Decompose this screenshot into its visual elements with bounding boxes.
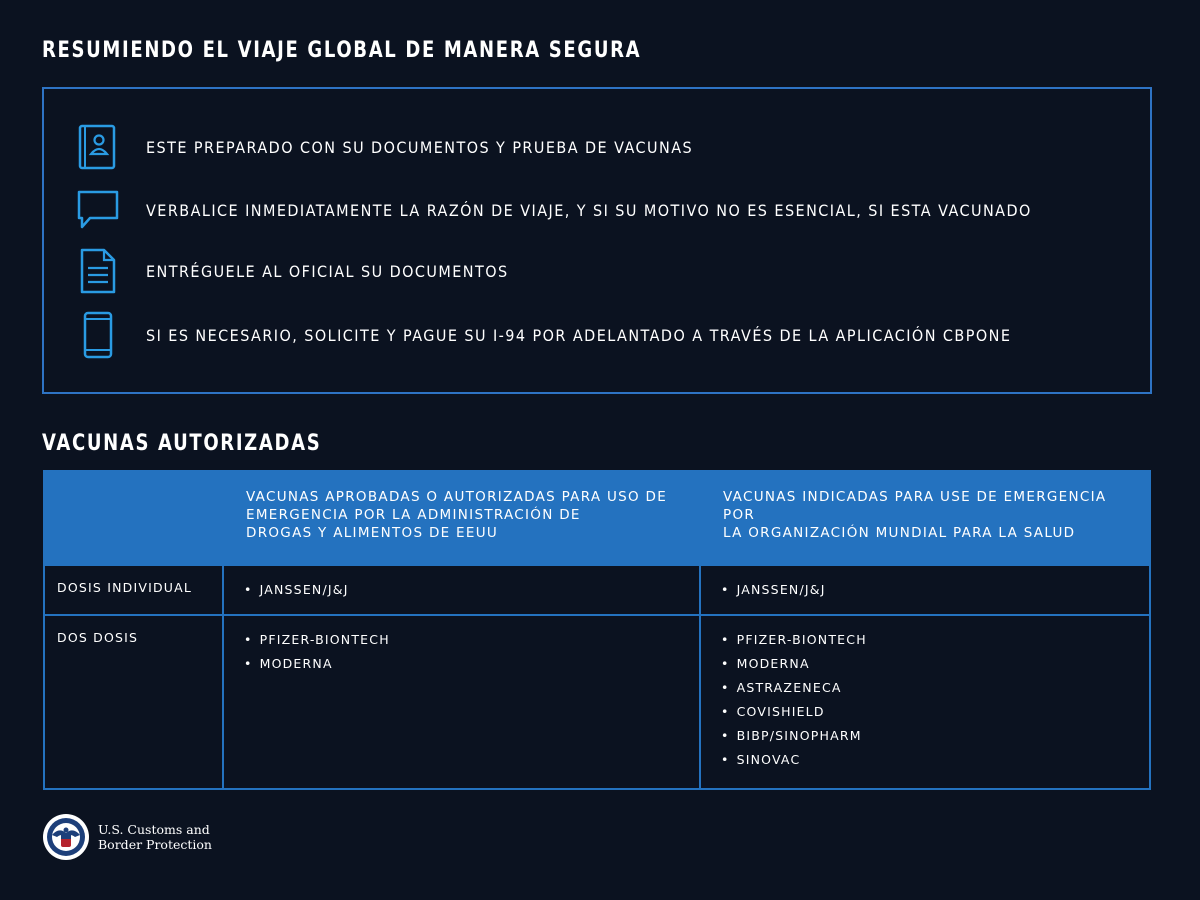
fda-cell: [223, 615, 700, 789]
step-text: ESTE PREPARADO CON SU DOCUMENTOS Y PRUEBA DE VACUNAS: [146, 137, 694, 157]
step-text: VERBALICE INMEDIATAMENTE LA RAZÓN DE VIAJE, Y SI SU MOTIVO NO ES ESENCIAL, SI ESTA VACUNADO: [146, 200, 1032, 220]
step-hand-documents: [74, 247, 549, 295]
step-documents: [74, 123, 754, 171]
table-header-empty: [44, 471, 223, 565]
list-item: • SINOVAC: [721, 748, 1129, 772]
list-item: • PFIZER-BIONTECH: [244, 628, 679, 652]
step-i94: [74, 311, 1108, 359]
logo-text: U.S. Customs and Border Protection: [98, 822, 212, 852]
id-card-icon: [74, 123, 122, 171]
vaccines-table: [43, 470, 1151, 790]
list-item: • MODERNA: [244, 652, 679, 676]
section-title: VACUNAS AUTORIZADAS: [42, 431, 322, 456]
phone-icon: [74, 311, 122, 359]
list-item: • ASTRAZENECA: [721, 676, 1129, 700]
row-label: DOSIS INDIVIDUAL: [44, 565, 223, 615]
who-cell: [700, 615, 1150, 789]
table-header-who: VACUNAS INDICADAS PARA USE DE EMERGENCIA POR LA ORGANIZACIÓN MUNDIAL PARA LA SALUD: [700, 471, 1150, 565]
table-header-row: [44, 471, 1150, 565]
list-item: • MODERNA: [721, 652, 1129, 676]
step-text: SI ES NECESARIO, SOLICITE Y PAGUE SU I-94 POR ADELANTADO A TRAVÉS DE LA APLICACIÓN CBPONE: [146, 325, 1012, 345]
speech-bubble-icon: [74, 186, 122, 234]
step-text: ENTRÉGUELE AL OFICIAL SU DOCUMENTOS: [146, 261, 509, 281]
table-row: [44, 565, 1150, 615]
list-item: • BIBP/SINOPHARM: [721, 724, 1129, 748]
travel-steps-panel: [42, 87, 1152, 394]
step-verbalize: [74, 186, 1130, 234]
cbp-seal-icon: [42, 813, 90, 861]
cbp-logo: [42, 813, 212, 861]
table-header-fda: VACUNAS APROBADAS O AUTORIZADAS PARA USO DE EMERGENCIA POR LA ADMINISTRACIÓN DE DROGAS Y ALIMENTOS DE EEUU: [223, 471, 700, 565]
list-item: • JANSSEN/J&J: [721, 578, 1129, 602]
table-row: [44, 615, 1150, 789]
list-item: • PFIZER-BIONTECH: [721, 628, 1129, 652]
fda-cell: [223, 565, 700, 615]
page-title: RESUMIENDO EL VIAJE GLOBAL DE MANERA SEGURA: [42, 38, 642, 63]
who-cell: [700, 565, 1150, 615]
list-item: • COVISHIELD: [721, 700, 1129, 724]
document-icon: [74, 247, 122, 295]
list-item: • JANSSEN/J&J: [244, 578, 679, 602]
row-label: DOS DOSIS: [44, 615, 223, 789]
